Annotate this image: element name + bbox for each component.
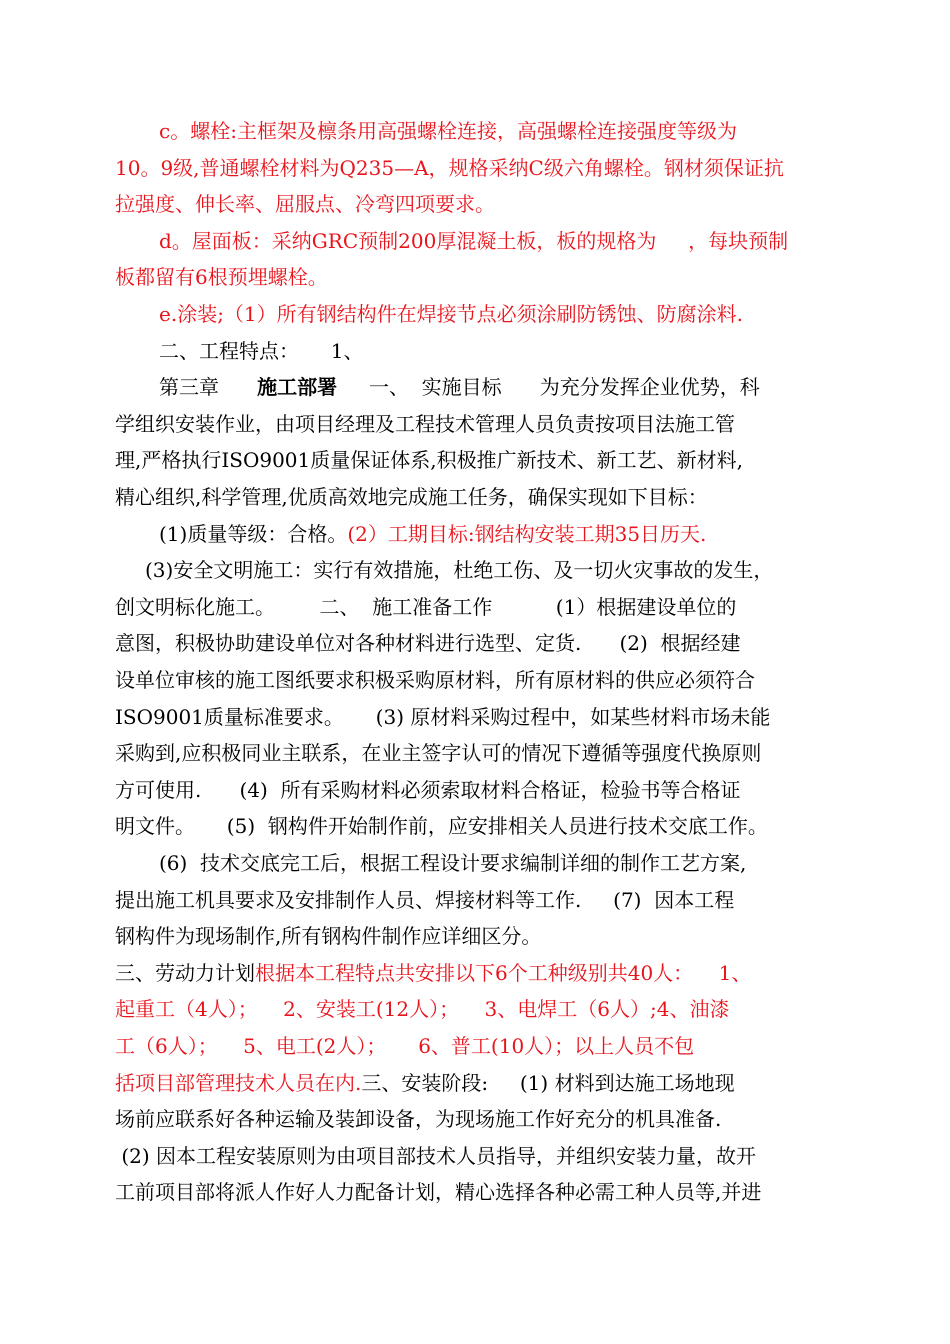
text-line: [115, 150, 784, 186]
text-line: [115, 808, 768, 844]
text-run: (3)安全文明施工：实行有效措施，杜绝工伤、及一切火灾事故的发生，: [145, 558, 774, 583]
text-run: (2) 因本工程安装原则为由项目部技术人员指导，并组织安装力量，故开: [115, 1143, 757, 1168]
text-run: 创文明标化施工。 二、 施工准备工作 (1）根据建设单位的: [115, 594, 737, 619]
text-run: 根据本工程特点共安排以下6个工种级别共40人： 1、: [255, 960, 752, 985]
text-run: 二、工程特点： 1、: [159, 338, 364, 363]
text-run: d。屋面板：采纳GRC预制200厚混凝土板，板的规格为 ，每块预制: [159, 228, 789, 253]
text-line: [115, 735, 761, 771]
text-line: [159, 113, 737, 149]
text-line: [115, 1174, 761, 1210]
text-run: 三、劳动力计划: [115, 960, 255, 985]
text-run: (2）工期目标:钢结构安装工期35日历天.: [347, 521, 707, 546]
text-line: [115, 882, 734, 918]
text-run: (1)质量等级：合格。: [159, 521, 348, 546]
text-line: [145, 552, 773, 588]
text-line: [115, 662, 755, 698]
text-run: 括项目部管理技术人员在内.: [115, 1070, 362, 1095]
text-run: 设单位审核的施工图纸要求积极采购原材料，所有原材料的供应必须符合: [115, 668, 755, 692]
text-line: [115, 589, 736, 625]
text-run: 明文件。 (5) 钢构件开始制作前，应安排相关人员进行技术交底工作。: [115, 814, 768, 839]
text-run: 三、安装阶段: (1) 材料到达施工场地现: [361, 1070, 735, 1095]
text-run: 工（6人）； 5、电工(2人）； 6、普工(10人）；以上人员不包: [115, 1034, 695, 1058]
text-line: [115, 991, 729, 1027]
text-run: 意图，积极协助建设单位对各种材料进行选型、定货. (2) 根据经建: [115, 631, 741, 656]
text-line: [115, 1101, 721, 1137]
text-line: [115, 406, 735, 442]
text-run: 拉强度、伸长率、屈服点、冷弯四项要求。: [115, 192, 495, 217]
text-run: 10。9级,普通螺栓材料为Q235—A，规格采纳C级六角螺栓。钢材须保证抗: [115, 155, 784, 180]
text-run: 板都留有6根预埋螺栓。: [115, 265, 328, 290]
text-run: 提出施工机具要求及安排制作人员、焊接材料等工作. (7) 因本工程: [115, 887, 735, 912]
text-line: [115, 1065, 735, 1101]
text-line: [115, 625, 741, 661]
text-run: 精心组织,科学管理,优质高效地完成施工任务，确保实现如下目标：: [115, 485, 708, 509]
text-run: 第三章: [159, 375, 258, 400]
text-line: [115, 442, 743, 478]
text-line: [115, 259, 328, 295]
text-line: [115, 772, 741, 808]
text-line: [159, 516, 706, 552]
text-line: [115, 699, 770, 735]
text-run: ISO9001质量标准要求。 (3) 原材料采购过程中，如某些材料市场未能: [115, 704, 771, 729]
text-line: [159, 333, 364, 369]
text-line: [115, 1138, 756, 1174]
text-line: [159, 369, 760, 405]
text-line: [115, 1028, 694, 1064]
text-run: 方可使用. (4) 所有采购材料必须索取材料合格证，检验书等合格证: [115, 777, 741, 802]
text-run: 钢构件为现场制作,所有钢构件制作应详细区分。: [115, 924, 542, 949]
text-run: c。螺栓:主框架及檩条用高强螺栓连接，高强螺栓连接强度等级为: [159, 119, 737, 143]
text-run: 采购到,应积极同业主联系，在业主签字认可的情况下遵循等强度代换原则: [115, 741, 762, 766]
text-run: 场前应联系好各种运输及装卸设备，为现场施工作好充分的机具准备.: [115, 1107, 722, 1132]
text-run: e.涂装;（1）所有钢结构件在焊接节点必须涂刷防锈蚀、防腐涂料.: [159, 302, 744, 326]
text-line: [115, 955, 751, 991]
text-run: 起重工（4人）； 2、安装工(12人）； 3、电焊工（6人）;4、油漆: [115, 997, 730, 1022]
text-run: 工前项目部将派人作好人力配备计划，精心选择各种必需工种人员等,并进: [115, 1180, 762, 1205]
text-run: 学组织安装作业，由项目经理及工程技术管理人员负责按项目法施工管: [115, 411, 735, 436]
text-line: [115, 479, 708, 515]
text-run: 理,严格执行ISO9001质量保证体系,积极推广新技术、新工艺、新材料,: [115, 448, 743, 473]
text-run: (6) 技术交底完工后，根据工程设计要求编制详细的制作工艺方案,: [159, 851, 747, 875]
text-run: 施工部署: [257, 375, 338, 400]
text-run: 一、 实施目标 为充分发挥企业优势，科: [337, 375, 760, 400]
text-line: [159, 223, 788, 259]
text-line: [159, 845, 746, 881]
text-line: [115, 918, 541, 954]
text-line: [115, 186, 495, 222]
text-line: [159, 296, 743, 332]
